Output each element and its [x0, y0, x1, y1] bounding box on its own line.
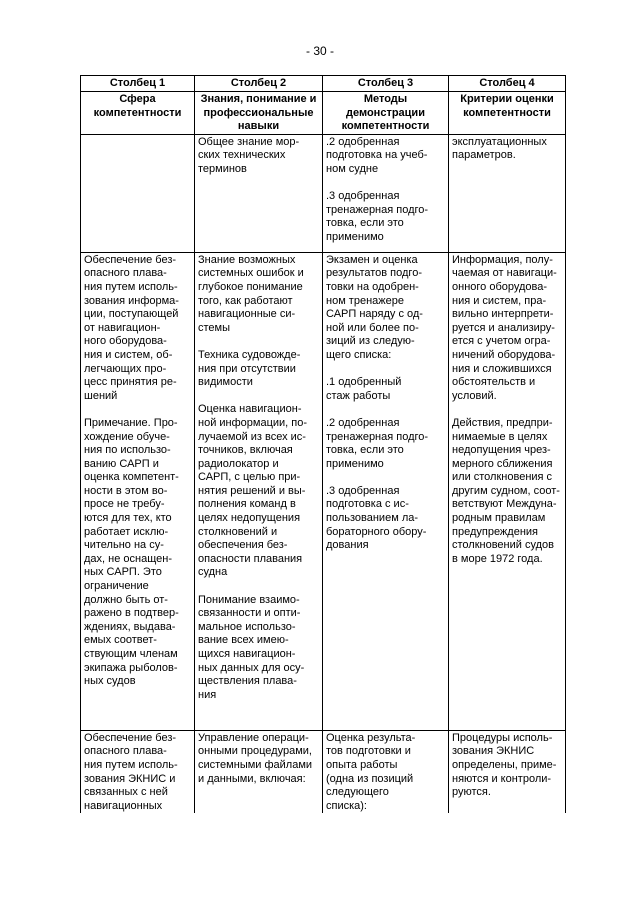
- cell-paragraph: Действия, предпри- нимаемые в целях недопущения чрез- мерного сближения или столкновения с другим судном, соот- ветствуют Междуна- родным правилам предупреждения столкновений судов в море 1972 года.: [452, 416, 560, 565]
- column-number-row: [81, 76, 566, 92]
- table-row: [81, 134, 566, 252]
- cell-methods: [323, 134, 449, 252]
- column-number-1: Столбец 1: [81, 76, 195, 92]
- header-competence: Сфера компетентности: [81, 92, 195, 135]
- column-number-2: Столбец 2: [195, 76, 323, 92]
- header-criteria: Критерии оценки компетентности: [449, 92, 566, 135]
- cell-paragraph: Обеспечение без- опасного плава- ния путем исполь- зования информа- ции, поступающей от навигацион- ного оборудова- ния и систем, об- легчающих про- цесс принятия ре- шений: [84, 253, 179, 402]
- cell-paragraph: Оценка навигацион- ной информации, по- лучаемой из всех ис- точников, включая радиолокатор и САРП, с целью при- нятия решений и вы- полнения команд в целях недопущения столкновений и обеспечения без- опасности плавания судна: [198, 403, 308, 579]
- cell-paragraph: Обеспечение без- опасного плава- ния путем исполь- зования ЭКНИС и связанных с ней навигационных: [84, 731, 178, 812]
- cell-paragraph: Управление операци- онными процедурами, системными файлами и данными, включая:: [198, 731, 313, 785]
- cell-paragraph: .3 одобренная тренажерная подго- товка, если это применимо: [326, 190, 429, 243]
- cell-paragraph: Экзамен и оценка результатов подго- товки на одобрен- ном тренажере САРП наряду с од- ной или более по- зиций из следую- щего списка:: [326, 253, 423, 361]
- cell-knowledge: [195, 134, 323, 252]
- cell-paragraph: .1 одобренный стаж работы: [326, 376, 402, 402]
- cell-criteria: [449, 730, 566, 813]
- cell-knowledge: [195, 730, 323, 813]
- cell-criteria: [449, 252, 566, 730]
- table-row: [81, 252, 566, 730]
- cell-paragraph: .3 одобренная подготовка с ис- пользованием ла- бораторного обору- дования: [326, 484, 427, 552]
- cell-paragraph: эксплуатационных параметров.: [452, 135, 547, 162]
- cell-paragraph: .2 одобренная подготовка на учеб- ном судне: [326, 135, 428, 175]
- cell-competence: [81, 134, 195, 252]
- cell-criteria: [449, 134, 566, 252]
- header-methods: Методы демонстрации компетентности: [323, 92, 449, 135]
- competence-table: [80, 75, 566, 813]
- column-number-4: Столбец 4: [449, 76, 566, 92]
- cell-paragraph: Процедуры исполь- зования ЭКНИС определены, приме- няются и контроли- руются.: [452, 731, 557, 799]
- cell-paragraph: Примечание. Про- хождение обуче- ния по использо- ванию САРП и оценка компетент- ности в этом во- просе не требу- ются для тех, кто работает исклю- чительно на су- дах, не оснащен- ных САРП. Это ограничение должно быть от- ражено в подтвер- ждениях, выдава- емых соответ- ствующим членам экипажа рыболов- ных судов: [84, 416, 179, 688]
- cell-paragraph: Оценка результа- тов подготовки и опыта работы (одна из позиций следующего списка):: [326, 731, 416, 812]
- cell-competence: [81, 730, 195, 813]
- cell-methods: [323, 252, 449, 730]
- cell-paragraph: .2 одобренная тренажерная подго- товка, если это применимо: [326, 416, 429, 470]
- cell-methods: [323, 730, 449, 813]
- header-row: [81, 92, 566, 135]
- cell-paragraph: Понимание взаимо- связанности и опти- мальное использо- вание всех имею- щихся навигацион- ных данных для осу- ществления плава- ния: [198, 593, 305, 701]
- cell-paragraph: Знание возможных системных ошибок и глубокое понимание того, как работают навигационные си- стемы: [198, 253, 304, 334]
- cell-paragraph: Информация, полу- чаемая от навигаци- онного оборудова- ния и систем, пра- вильно интерпрети- руется и анализиру- ется с учетом огра- ничений оборудова- ния и сложившихся обстоятельств и условий.: [452, 253, 557, 402]
- cell-paragraph: Техника судовожде- ния при отсутствии видимости: [198, 348, 301, 389]
- cell-knowledge: [195, 252, 323, 730]
- column-number-3: Столбец 3: [323, 76, 449, 92]
- page-number: - 30 -: [305, 44, 334, 58]
- cell-paragraph: Общее знание мор- ских технических терминов: [198, 135, 300, 175]
- header-knowledge: Знания, понимание и профессиональные навыки: [195, 92, 323, 135]
- table-row: [81, 730, 566, 813]
- cell-competence: [81, 252, 195, 730]
